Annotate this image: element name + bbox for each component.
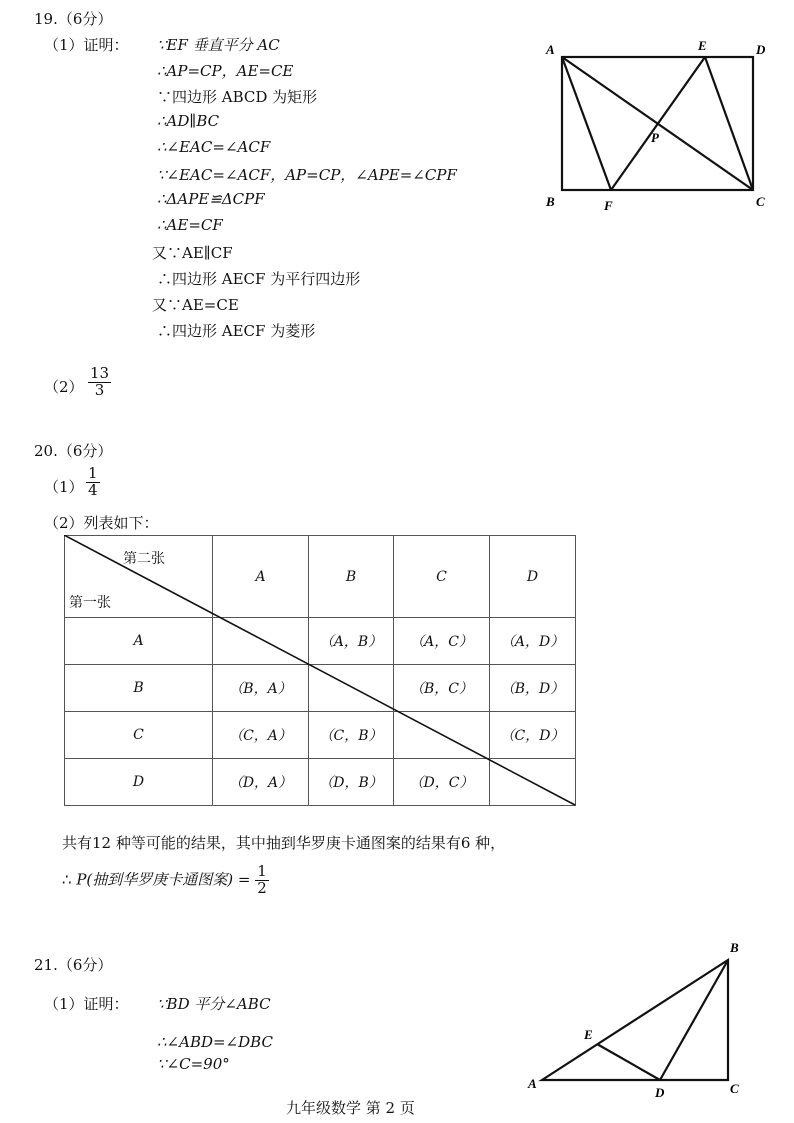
q20-heading: 20.（6分） (34, 442, 113, 460)
fraction-denominator: 4 (88, 480, 98, 499)
table-cell: （C，D） (490, 712, 576, 759)
table-diagonal-line (64, 535, 576, 806)
q21-heading: 21.（6分） (34, 956, 113, 974)
q19-part2-label: （2） (44, 378, 84, 396)
vertex-label-e: E (698, 38, 707, 53)
table-cell: （D，B） (309, 759, 394, 806)
vertex-label-p: P (651, 130, 659, 145)
table-cell: （B，C） (394, 665, 490, 712)
table-cell: （A，B） (309, 618, 394, 665)
proof-line: ∴ΔAPE≌ΔCPF (157, 190, 265, 208)
q21-figure (522, 938, 762, 1107)
vertex-label-d: D (655, 1085, 665, 1100)
q20-part1-answer (86, 466, 100, 499)
proof-line: ∴AE=CF (157, 216, 223, 234)
header-first-card: 第一张 (69, 595, 111, 611)
table-cell: （C，B） (309, 712, 394, 759)
table-cell: （C，A） (213, 712, 309, 759)
proof-line: 又∵AE=CE (152, 296, 239, 314)
proof-line: ∴∠EAC=∠ACF (157, 138, 271, 156)
q20-probability (62, 864, 269, 897)
table-cell: （A，D） (490, 618, 576, 665)
row-header: A (65, 618, 213, 665)
proof-line: ∵BD 平分∠ABC (157, 995, 271, 1013)
column-header: A (213, 536, 309, 618)
proof-line: ∵四边形 ABCD 为矩形 (157, 88, 318, 106)
row-header: B (65, 665, 213, 712)
proof-line: ∵∠EAC=∠ACF，AP=CP，∠APE=∠CPF (157, 166, 457, 184)
vertex-label-b: B (546, 194, 555, 209)
vertex-label-e: E (584, 1027, 593, 1042)
q19-figure (540, 36, 780, 220)
proof-line: ∴AD∥BC (157, 112, 220, 130)
vertex-label-b: B (730, 940, 739, 955)
fraction-numerator: 1 (257, 862, 267, 880)
q20-part2-label: （2）列表如下： (44, 514, 159, 532)
column-header: D (490, 536, 576, 618)
row-header: D (65, 759, 213, 806)
fraction-numerator: 13 (90, 364, 110, 382)
vertex-label-d: D (756, 42, 766, 57)
fraction-numerator: 1 (88, 464, 98, 482)
proof-line: ∵∠C=90° (157, 1055, 230, 1073)
column-header: B (309, 536, 394, 618)
proof-line: 又∵AE∥CF (152, 244, 233, 262)
column-header: C (394, 536, 490, 618)
probability-expression: P(抽到华罗庚卡通图案) = (76, 870, 251, 889)
vertex-label-a: A (528, 1076, 537, 1091)
q19-part1-label: （1）证明： (44, 36, 129, 54)
fraction-denominator: 2 (257, 878, 267, 897)
proof-line: ∴∠ABD=∠DBC (157, 1033, 273, 1051)
vertex-label-a: A (546, 42, 555, 57)
page-footer: 九年级数学 第 2 页 (286, 1099, 415, 1117)
header-second-card: 第二张 (123, 551, 165, 567)
q20-part1-label: （1） (44, 478, 84, 496)
q21-part1-label: （1）证明： (44, 995, 129, 1013)
therefore-symbol: ∴ (62, 870, 72, 889)
proof-line: ∴AP=CP，AE=CE (157, 62, 294, 80)
row-header: C (65, 712, 213, 759)
q20-conclusion: 共有12 种等可能的结果，其中抽到华罗庚卡通图案的结果有6 种， (62, 834, 506, 852)
table-cell: （D，C） (394, 759, 490, 806)
q19-part2-answer (88, 366, 111, 399)
vertex-label-c: C (756, 194, 765, 209)
proof-line: ∴四边形 AECF 为菱形 (157, 322, 316, 340)
table-cell: （B，A） (213, 665, 309, 712)
proof-line: ∵EF 垂直平分 AC (157, 36, 280, 54)
table-cell: （A，C） (394, 618, 490, 665)
table-cell: （D，A） (213, 759, 309, 806)
proof-line: ∴四边形 AECF 为平行四边形 (157, 270, 361, 288)
table-cell: （B，D） (490, 665, 576, 712)
vertex-label-f: F (604, 198, 613, 213)
q19-heading: 19.（6分） (34, 10, 113, 28)
vertex-label-c: C (730, 1081, 739, 1096)
fraction-denominator: 3 (88, 382, 111, 399)
